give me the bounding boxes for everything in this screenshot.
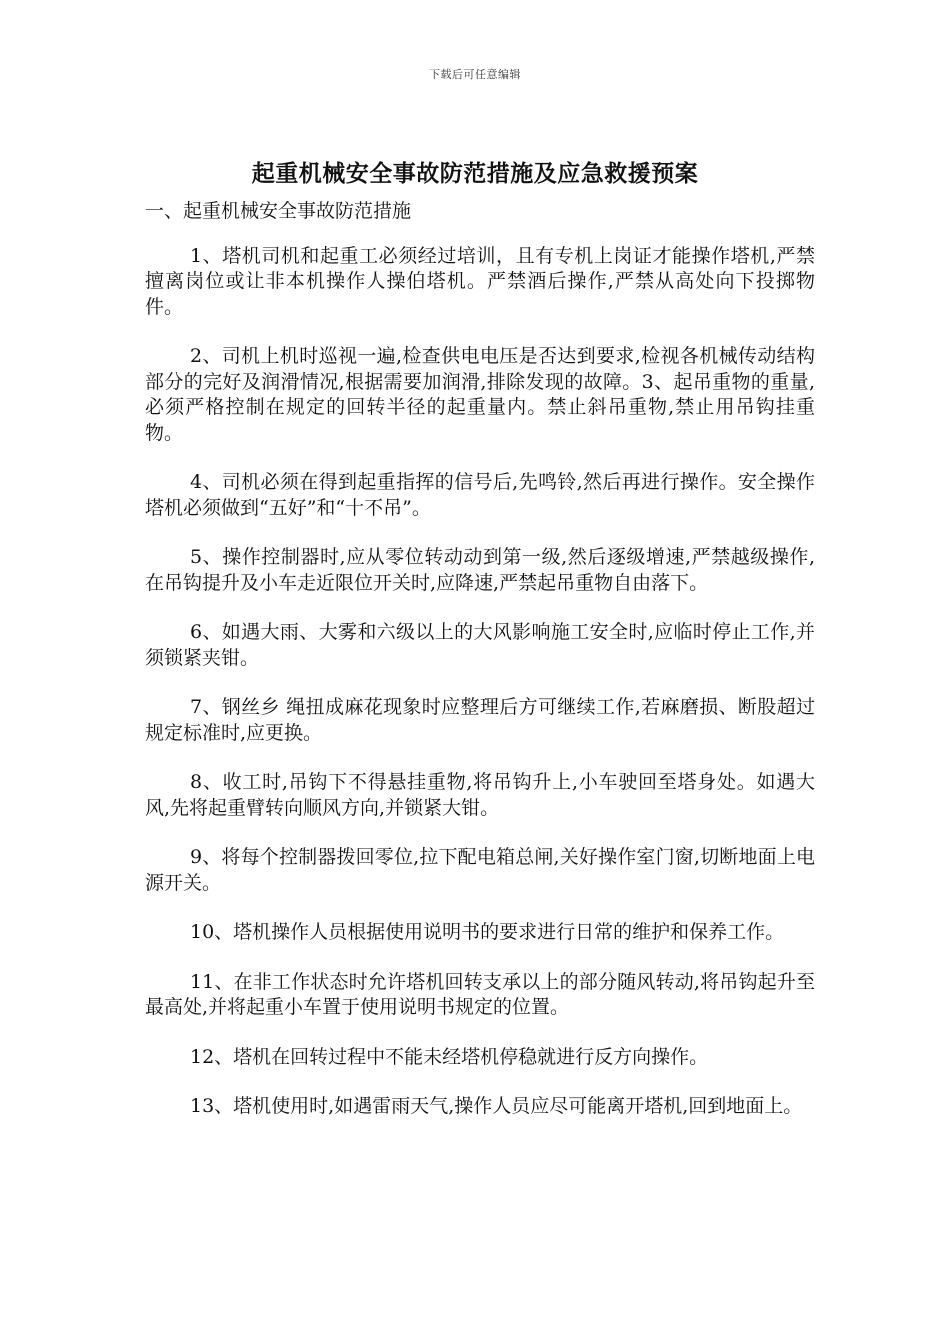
paragraph-11: 12、塔机在回转过程中不能未经塔机停稳就进行反方向操作。 (190, 1045, 709, 1068)
document-title: 起重机械安全事故防范措施及应急救援预案 (251, 160, 699, 187)
paragraph-1: 1、塔机司机和起重工必须经过培训，且有专机上岗证才能操作塔机,严禁擅离岗位或让非本机操作人操伯塔机。严禁酒后操作,严禁从高处向下投掷物件。 (145, 244, 815, 318)
paragraph-5: 6、如遇大雨、大雾和六级以上的大风影响施工安全时,应临时停止工作,并须锁紧夹钳。 (145, 621, 815, 669)
paragraph-4: 5、操作控制器时,应从零位转动动到第一级,然后逐级增速,严禁越级操作,在吊钩提升及小车走近限位开关时,应降速,严禁起吊重物自由落下。 (145, 546, 815, 594)
header-note: 下载后可任意编辑 (429, 68, 521, 81)
paragraph-8: 9、将每个控制器拨回零位,拉下配电箱总闸,关好操作室门窗,切断地面上电源开关。 (145, 846, 815, 894)
document-body (145, 199, 815, 1144)
section-heading: 一、起重机械安全事故防范措施 (145, 200, 412, 222)
paragraph-2: 2、司机上机时巡视一遍,检查供电电压是否达到要求,检视各机械传动结构部分的完好及润滑情况,根据需要加润滑,排除发现的故障。3、起吊重物的重量,必须严格控制在规定的回转半径的起重量内。禁止斜吊重物,禁止用吊钩挂重物。 (145, 345, 815, 444)
paragraph-3: 4、司机必须在得到起重指挥的信号后,先鸣铃,然后再进行操作。安全操作塔机必须做到“五好”和“十不吊”。 (145, 471, 815, 519)
paragraph-9: 10、塔机操作人员根据使用说明书的要求进行日常的维护和保养工作。 (190, 921, 785, 943)
paragraph-10: 11、在非工作状态时允许塔机回转支承以上的部分随风转动,将吊钩起升至最高处,并将起重小车置于使用说明书规定的位置。 (145, 970, 815, 1018)
paragraph-12: 13、塔机使用时,如遇雷雨天气,操作人员应尽可能离开塔机,回到地面上。 (190, 1095, 803, 1117)
paragraph-7: 8、收工时,吊钩下不得悬挂重物,将吊钩升上,小车驶回至塔身处。如遇大风,先将起重臂转向顺风方向,并锁紧大钳。 (145, 771, 815, 819)
paragraph-6: 7、钢丝乡 绳扭成麻花现象时应整理后方可继续工作,若麻磨损、断股超过规定标准时,应更换。 (145, 696, 815, 744)
